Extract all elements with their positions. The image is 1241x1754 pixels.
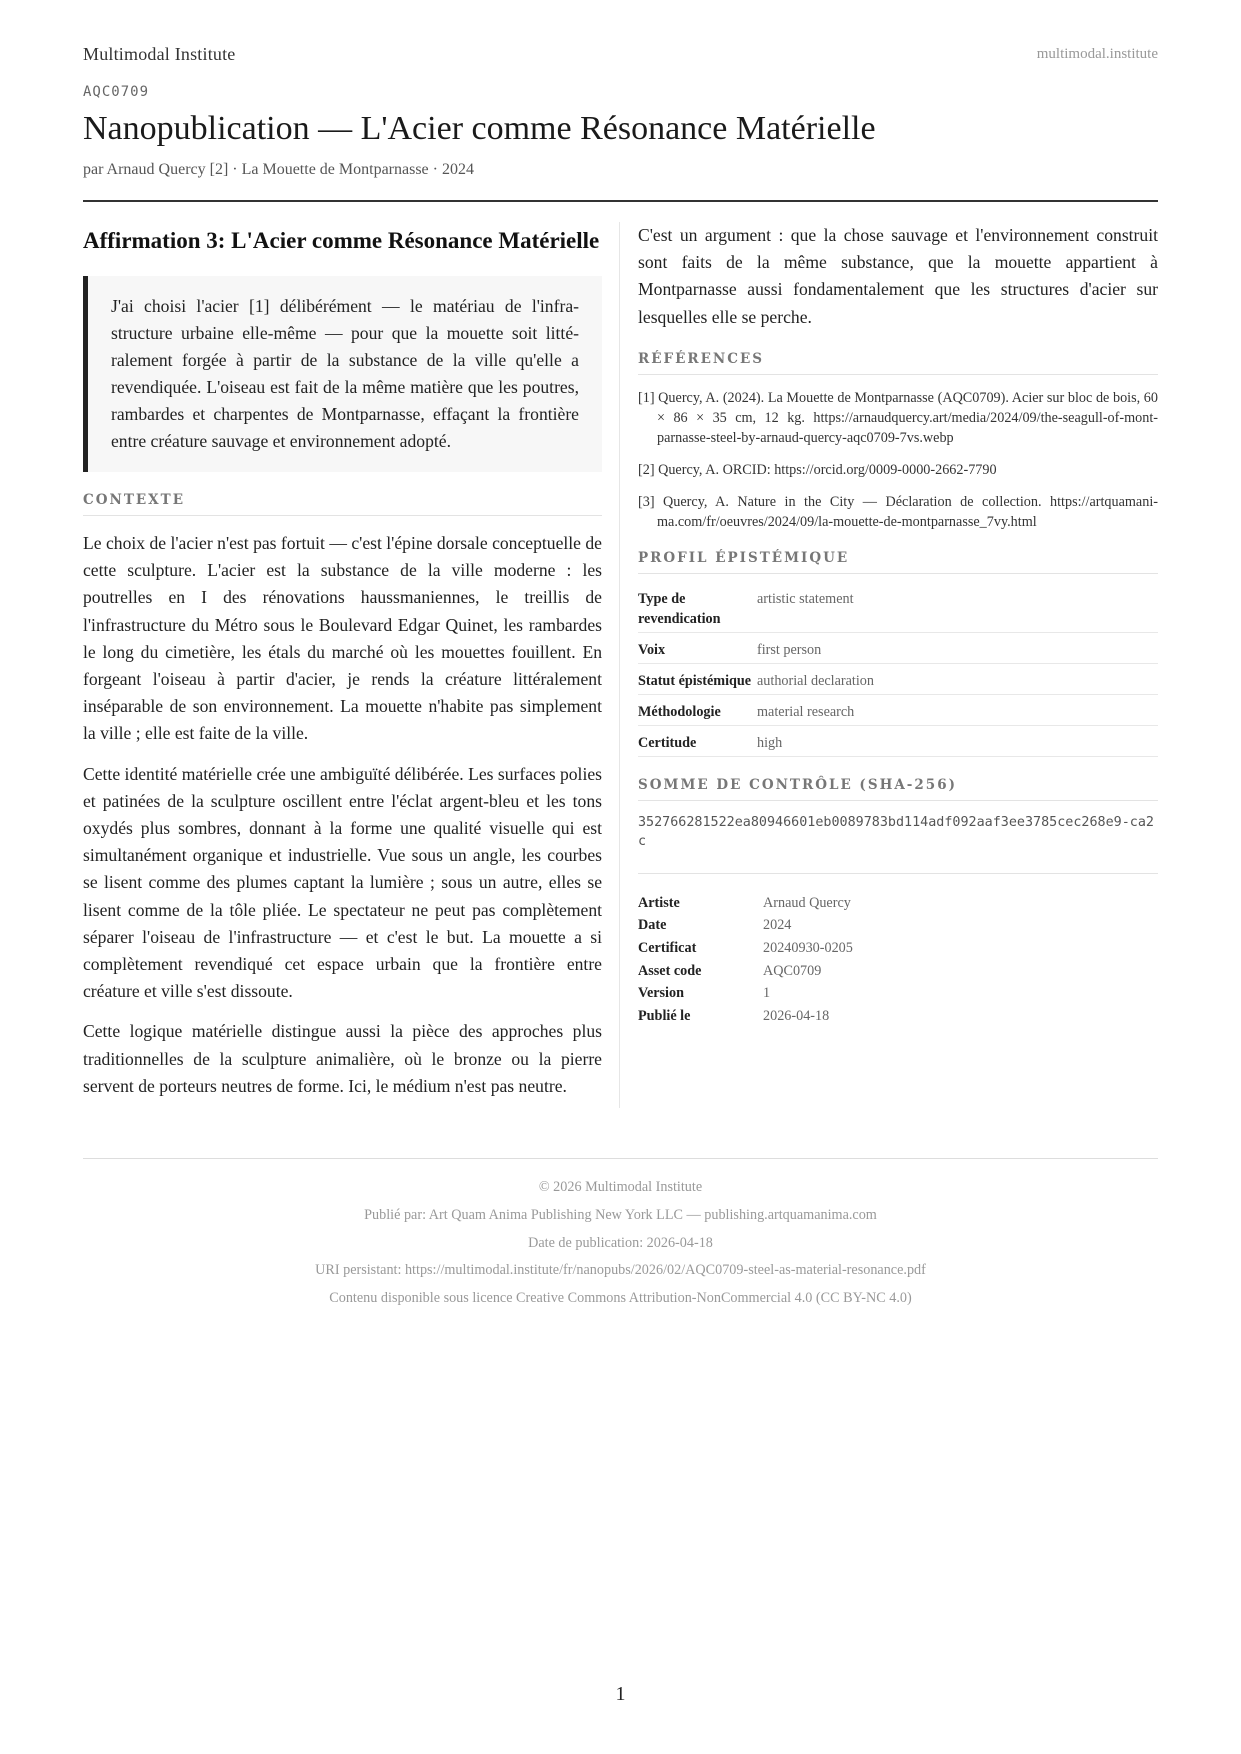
- checksum-value: 352766281522ea80946601eb0089783bd114adf092aaf3ee3785cec268e9-ca2c: [638, 813, 1158, 874]
- reference-item[interactable]: [2] Quercy, A. ORCID: https://orcid.org/0009-0000-2662-7790: [638, 461, 997, 478]
- claim-quote: J'ai choisi l'acier [1] délibérément — le matériau de l'infrastructure urbaine elle-même — pour que la mouette soit littéralement forgée à partir de la substance de la ville qu'elle a revendiquée. L'oiseau est fait de la même matière que les poutres, rambardes et charpentes de Montparnasse, effaçant la frontière entre créature sauvage et environnement adopté.: [83, 276, 602, 472]
- metadata-value: Arnaud Quercy: [763, 894, 851, 911]
- references-label: RÉFÉRENCES: [638, 351, 1158, 375]
- column-divider: [619, 222, 620, 1108]
- references-list: [638, 388, 1158, 532]
- context-paragraph: Le choix de l'acier n'est pas fortuit — c'est l'épine dorsale conceptuelle de cette sculpture. L'acier est la substance de la ville moderne : les poutrelles en I des rénovations haussmaniennes, le treillis de l'infrastructure du Métro sous le Boulevard Edgar Quinet, les rambardes le long du cimetière, les étals du marché où les mouettes fouillent. En forgeant l'oiseau à partir d'acier, je rends la créature littéralement inséparable de son environnement. La mouette n'habite pas simplement la ville ; elle est faite de la ville.: [83, 533, 602, 744]
- header-bar: [83, 44, 1158, 68]
- metadata-list: [638, 892, 1158, 1028]
- metadata-row: [638, 937, 1158, 960]
- table-row: [638, 725, 1158, 756]
- institute-name: Multimodal Institute: [83, 44, 236, 64]
- claim-title: Affirmation 3: L'Acier comme Résonance Matérielle: [83, 228, 600, 253]
- metadata-key: Publié le: [638, 1007, 691, 1024]
- metadata-value: 20240930-0205: [763, 940, 853, 956]
- right-column: [638, 222, 1158, 1027]
- metadata-key: Asset code: [638, 962, 702, 979]
- metadata-key: Version: [638, 985, 684, 1002]
- checksum-label: SOMME DE CONTRÔLE (SHA-256): [638, 777, 1158, 801]
- footer-license: Contenu disponible sous licence Creative Commons Attribution-NonCommercial 4.0 (CC BY-NC 4.0): [329, 1290, 912, 1307]
- metadata-value: 2026-04-18: [763, 1007, 830, 1024]
- reference-item[interactable]: [3] Quercy, A. Nature in the City — Déclaration de collection. https://artquamanima.com/fr/oeuvres/2024/09/la-mouette-de-montparnasse_7vy.html: [638, 493, 1158, 530]
- references-section: [638, 351, 1158, 532]
- profile-key: Type de revendication: [638, 582, 757, 633]
- context-section: [83, 492, 602, 1100]
- footer-copyright: © 2026 Multimodal Institute: [538, 1179, 703, 1195]
- footer-publisher: Publié par: Art Quam Anima Publishing New York LLC — publishing.artquamanima.com: [364, 1206, 877, 1223]
- profile-value: authorial declaration: [757, 663, 1158, 694]
- footer: [83, 1178, 1158, 1317]
- table-row: [638, 663, 1158, 694]
- document-page: [83, 0, 1158, 1754]
- header-divider: [83, 200, 1158, 202]
- footer-publication-date: Date de publication: 2026-04-18: [528, 1234, 713, 1251]
- metadata-row: [638, 892, 1158, 915]
- table-row: [638, 582, 1158, 633]
- table-row: [638, 694, 1158, 725]
- metadata-row: [638, 960, 1158, 983]
- argument-paragraph: C'est un argument : que la chose sauvage et l'environnement construit sont faits de la même substance, que la mouette appartient à Montparnasse aussi fondamentalement que les structures d'acier sur lesquelles elle se perche.: [638, 225, 1158, 327]
- left-column: [83, 222, 602, 1113]
- profile-key: Méthodologie: [638, 694, 757, 725]
- byline: par Arnaud Quercy [2] · La Mouette de Montparnasse · 2024: [83, 161, 474, 178]
- site-link[interactable]: multimodal.institute: [1036, 46, 1158, 62]
- metadata-key: Date: [638, 917, 667, 934]
- profile-table: [638, 582, 1158, 757]
- context-paragraph: Cette logique matérielle distingue aussi la pièce des approches plus traditionnelles de la sculpture animalière, où le bronze ou la pierre servent de porteurs neutres de forme. Ici, le médium n'est pas neutre.: [83, 1021, 602, 1096]
- footer-persistent-uri[interactable]: URI persistant: https://multimodal.institute/fr/nanopubs/2026/02/AQC0709-steel-as-material-resonance.pdf: [315, 1262, 926, 1279]
- metadata-row: [638, 914, 1158, 937]
- checksum-section: [638, 777, 1158, 874]
- reference-item[interactable]: [1] Quercy, A. (2024). La Mouette de Montparnasse (AQC0709). Acier sur bloc de bois, 60 × 86 × 35 cm, 12 kg. https://arnaudquercy.art/media/2024/09/the-seagull-of-montparnasse-steel-by-arnaud-quercy-aqc0709-7vs.webp: [638, 389, 1158, 446]
- metadata-key: Artiste: [638, 894, 680, 911]
- table-row: [638, 632, 1158, 663]
- metadata-value: 1: [763, 985, 771, 1002]
- asset-code: AQC0709: [83, 84, 150, 100]
- context-paragraph: Cette identité matérielle crée une ambiguïté délibérée. Les surfaces polies et patinées de la sculpture oscillent entre l'éclat argent-bleu et les tons oxydés plus sombres, donnant à la forme une qualité visuelle qui est simultanément organique et industrielle. Vue sous un angle, les courbes se lisent comme des plumes captant la lumière ; sous un autre, elles se lisent comme de la tôle pliée. Le spectateur ne peut pas complètement séparer l'oiseau de l'infrastructure — et c'est le but. La mouette a si complètement revendiqué cet espace urbain que la frontière entre créature et ville s'est dissoute.: [83, 763, 602, 1002]
- metadata-row: [638, 982, 1158, 1005]
- profile-key: Certitude: [638, 725, 757, 756]
- metadata-value: AQC0709: [763, 962, 822, 979]
- profile-value: artistic statement: [757, 582, 1158, 633]
- page-title: Nanopublication — L'Acier comme Résonance Matérielle: [83, 110, 876, 147]
- context-body: [83, 530, 602, 1100]
- profile-key: Voix: [638, 632, 757, 663]
- profile-key: Statut épistémique: [638, 663, 757, 694]
- metadata-row: [638, 1005, 1158, 1028]
- profile-value: first person: [757, 632, 1158, 663]
- footer-divider: [83, 1158, 1158, 1159]
- epistemic-profile-section: [638, 550, 1158, 757]
- metadata-key: Certificat: [638, 940, 697, 956]
- profile-label: PROFIL ÉPISTÉMIQUE: [638, 550, 1158, 574]
- context-label: CONTEXTE: [83, 492, 602, 516]
- profile-value: high: [757, 725, 1158, 756]
- page-number: 1: [615, 1683, 626, 1705]
- profile-value: material research: [757, 694, 1158, 725]
- metadata-value: 2024: [763, 917, 792, 934]
